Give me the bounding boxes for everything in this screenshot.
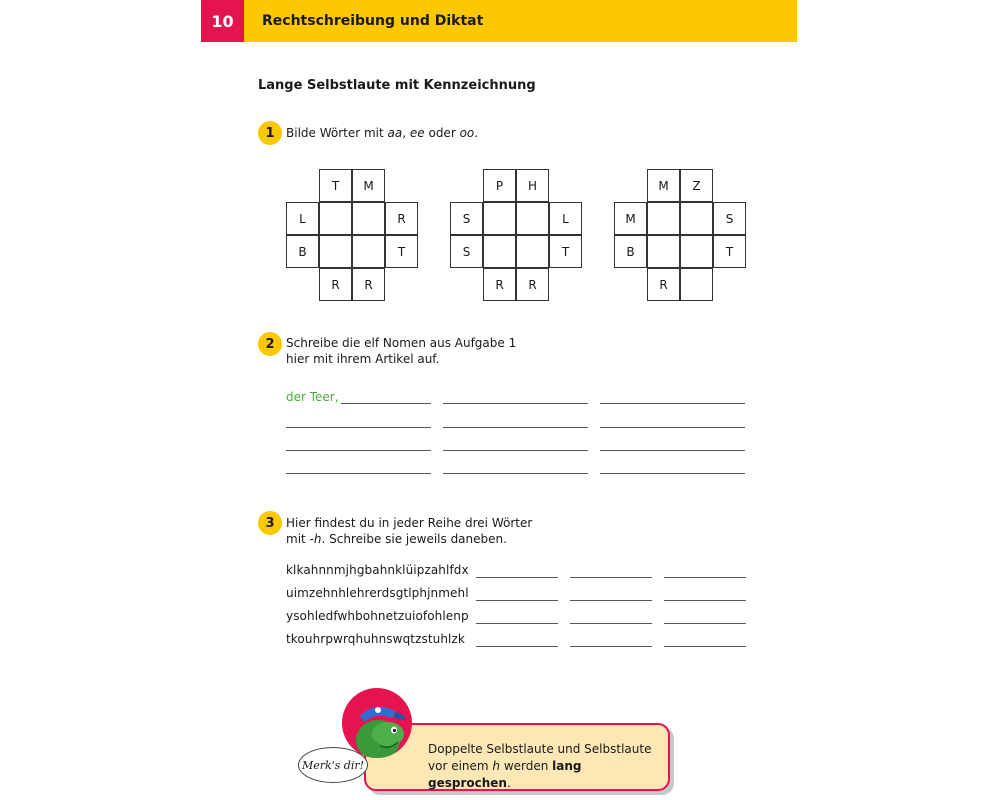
grid-cell[interactable]	[352, 202, 385, 235]
task-3-instruction: Hier findest du in jeder Reihe drei Wörter mit -h. Schreibe sie jeweils daneben.	[286, 516, 533, 546]
letter-row-2: uimzehnhlehrerdsgtlphjnmehl	[286, 586, 469, 600]
grid-cell: B	[614, 235, 647, 268]
mascot-dragon-icon	[342, 688, 412, 758]
grid-cell[interactable]	[319, 202, 352, 235]
grid-cell: P	[483, 169, 516, 202]
task-3-badge: 3	[258, 511, 282, 535]
answer-line[interactable]	[570, 646, 652, 647]
task-2-instruction: Schreibe die elf Nomen aus Aufgabe 1 hier mit ihrem Artikel auf.	[286, 336, 517, 366]
page-number: 10	[201, 0, 244, 42]
letter-row-1: klkahnnmjhgbahnklüipzahlfdx	[286, 563, 469, 577]
answer-line[interactable]	[443, 473, 588, 474]
letter-row-4: tkouhrpwrqhuhnswqtzstuhlzk	[286, 632, 465, 646]
answer-line[interactable]	[443, 427, 588, 428]
section-title: Lange Selbstlaute mit Kennzeichnung	[258, 78, 536, 93]
answer-line[interactable]	[600, 450, 745, 451]
answer-line[interactable]	[476, 646, 558, 647]
grid-cell: S	[450, 235, 483, 268]
grid-cell: R	[385, 202, 418, 235]
grid-cell: R	[516, 268, 549, 301]
answer-line[interactable]	[286, 450, 431, 451]
chapter-title: Rechtschreibung und Diktat	[262, 13, 484, 29]
grid-cell: M	[614, 202, 647, 235]
answer-line[interactable]	[341, 403, 431, 404]
grid-cell: R	[319, 268, 352, 301]
grid-cell: M	[647, 169, 680, 202]
tip-text: Doppelte Selbstlaute und Selbstlaute vor einem h werden lang gesprochen.	[428, 742, 652, 790]
grid-cell: T	[385, 235, 418, 268]
answer-line[interactable]	[664, 623, 746, 624]
grid-cell: S	[713, 202, 746, 235]
answer-line[interactable]	[476, 577, 558, 578]
speech-bubble: Merk's dir!	[298, 747, 368, 783]
task-1-instruction: Bilde Wörter mit aa, ee oder oo.	[286, 126, 479, 140]
grid-cell[interactable]	[680, 268, 713, 301]
example-answer: der Teer,	[286, 390, 339, 404]
grid-cell[interactable]	[319, 235, 352, 268]
answer-line[interactable]	[286, 427, 431, 428]
answer-line[interactable]	[600, 427, 745, 428]
grid-cell[interactable]	[680, 235, 713, 268]
answer-line[interactable]	[443, 403, 588, 404]
grid-cell: Z	[680, 169, 713, 202]
grid-cell: T	[549, 235, 582, 268]
task-1-badge: 1	[258, 121, 282, 145]
answer-line[interactable]	[600, 473, 745, 474]
task-2-badge: 2	[258, 332, 282, 356]
grid-cell[interactable]	[680, 202, 713, 235]
grid-cell: L	[286, 202, 319, 235]
grid-cell[interactable]	[352, 235, 385, 268]
grid-cell: T	[713, 235, 746, 268]
page-header	[201, 0, 797, 42]
answer-line[interactable]	[664, 600, 746, 601]
grid-cell: B	[286, 235, 319, 268]
grid-cell: R	[483, 268, 516, 301]
answer-line[interactable]	[443, 450, 588, 451]
answer-line[interactable]	[476, 600, 558, 601]
grid-cell[interactable]	[647, 235, 680, 268]
grid-cell: M	[352, 169, 385, 202]
grid-cell[interactable]	[516, 202, 549, 235]
grid-cell[interactable]	[483, 202, 516, 235]
grid-cell[interactable]	[483, 235, 516, 268]
answer-line[interactable]	[570, 577, 652, 578]
grid-cell[interactable]	[647, 202, 680, 235]
grid-cell: S	[450, 202, 483, 235]
grid-cell: R	[647, 268, 680, 301]
answer-line[interactable]	[664, 577, 746, 578]
grid-cell: R	[352, 268, 385, 301]
grid-cell[interactable]	[516, 235, 549, 268]
answer-line[interactable]	[600, 403, 745, 404]
grid-cell: H	[516, 169, 549, 202]
answer-line[interactable]	[286, 473, 431, 474]
answer-line[interactable]	[664, 646, 746, 647]
grid-cell: L	[549, 202, 582, 235]
grid-cell: T	[319, 169, 352, 202]
answer-line[interactable]	[476, 623, 558, 624]
letter-row-3: ysohledfwhbohnetzuiofohlenp	[286, 609, 469, 623]
answer-line[interactable]	[570, 600, 652, 601]
answer-line[interactable]	[570, 623, 652, 624]
